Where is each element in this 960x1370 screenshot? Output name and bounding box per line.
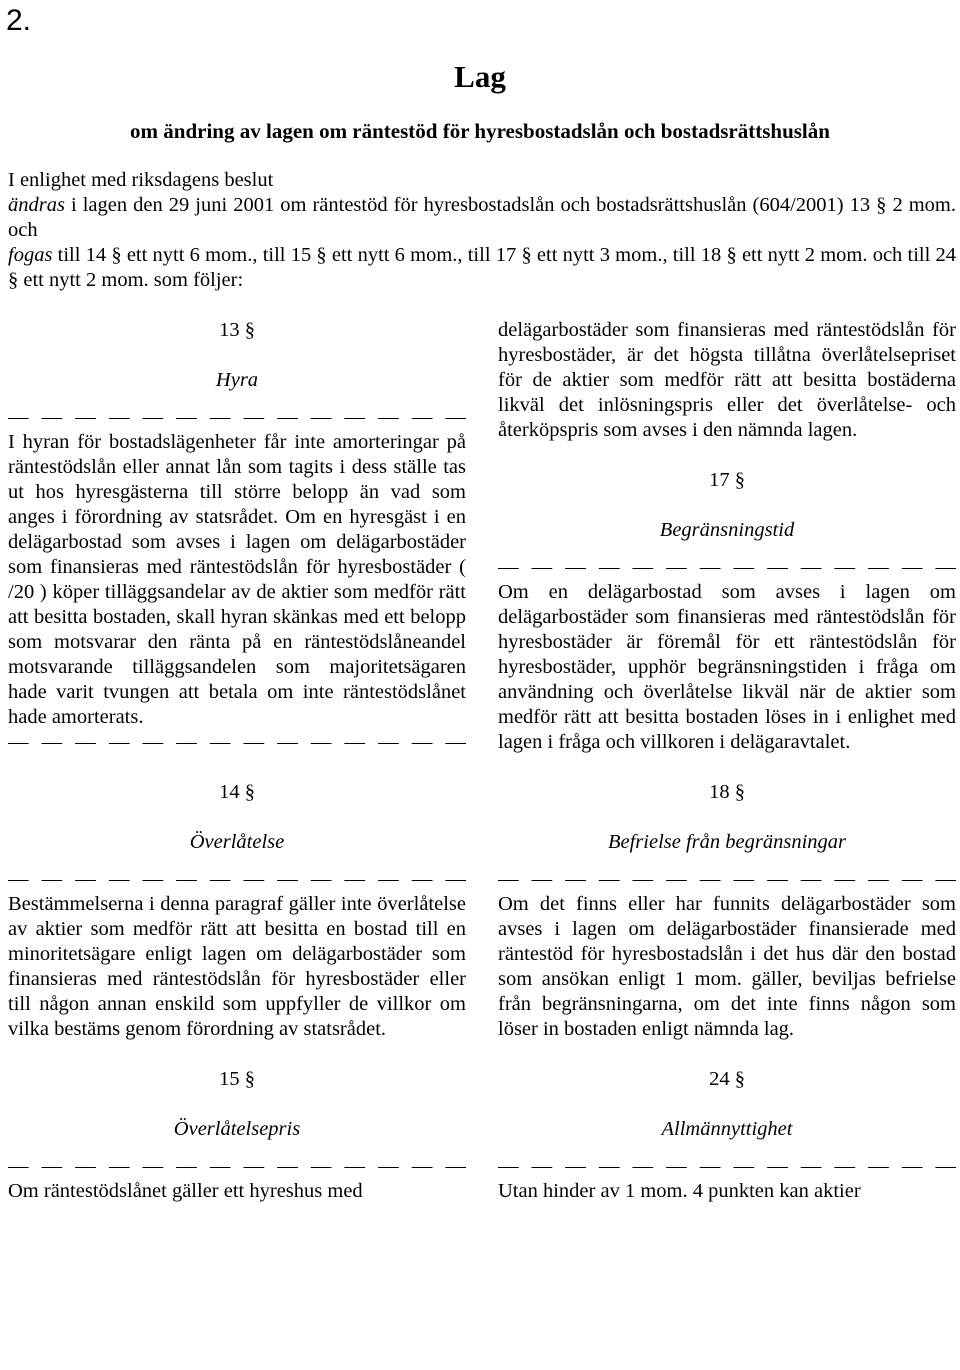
omission-dashes: — — — — — — — — — — — — — — [498,868,956,890]
section-15-text: Om räntestödslånet gäller ett hyreshus med [8,1180,363,1202]
section-15-number: 15 § [219,1068,255,1090]
continued-text: delägarbostäder som finansieras med räntestödslån för hyresbostäder, är det högsta tillåtna överlåtelsepriset för de aktier som medför rätt att besitta bostäderna likväl det inlösningspris eller det överlåtelse- och återköpspris som avses i den nämnda lagen. [498,319,956,441]
section-24-heading: Allmännyttighet [661,1118,793,1140]
fogas-word: fogas [8,244,53,266]
section-18-text: Om det finns eller har funnits delägarbostäder som avses i lagen om delägarbostäder finansierade med räntestöd för hyresbostadslån i det hus där den bostad som ansökan enligt 1 mom. gäller, beviljas befrielse från begränsningarna, om det inte finns någon som löser in bostaden enligt nämnda lag. [498,893,956,1040]
andras-text: i lagen den 29 juni 2001 om räntestöd för hyresbostadslån och bostadsrättshuslån (604/2001) 13 § 2 mom. och [8,194,956,241]
intro-block [8,168,956,293]
section-17-number: 17 § [709,469,745,491]
section-13-number: 13 § [219,319,255,341]
section-18-heading: Befrielse från begränsningar [607,831,846,853]
omission-dashes: — — — — — — — — — — — — — — [8,868,466,890]
omission-dashes: — — — — — — — — — — — — — — [8,731,466,753]
omission-dashes: — — — — — — — — — — — — — — [8,406,466,428]
section-14-number: 14 § [219,781,255,803]
section-13-text: I hyran för bostadslägenheter får inte amorteringar på räntestödslån eller annat lån som tagits i dess ställe tas ut hos hyresgästerna till större belopp än vad som anges i förordning av statsrådet. Om en hyresgäst i en delägarbostad som avses i lagen om delägarbostäder som finansieras med räntestödslån för hyresbostäder ( /20 ) köper tilläggsandelar av de aktier som medför rätt att besitta bostaden, skall hyran skänkas med ett belopp som motsvarar den ränta på en räntestödslåneandel motsvarande tilläggsandelen som majoritetsägaren hade varit tvungen att betala om inte räntestödslånet hade amorterats. [8,431,466,728]
intro-andras [8,193,956,243]
left-column [8,318,466,1204]
law-subtitle: om ändring av lagen om räntestöd för hyresbostadslån och bostadsrättshuslån [130,119,830,143]
section-24-number: 24 § [709,1068,745,1090]
section-13-heading: Hyra [215,369,259,391]
omission-dashes: — — — — — — — — — — — — — — [498,556,956,578]
omission-dashes: — — — — — — — — — — — — — — [498,1155,956,1177]
section-24-text: Utan hinder av 1 mom. 4 punkten kan aktier [498,1180,861,1202]
fogas-text: till 14 § ett nytt 6 mom., till 15 § ett nytt 6 mom., till 17 § ett nytt 3 mom., till 18 § ett nytt 2 mom. och till 24 § ett nytt 2 mom. som följer: [8,244,956,291]
section-14-heading: Överlåtelse [189,831,285,853]
section-15-heading: Överlåtelsepris [173,1118,301,1140]
andras-word: ändras [8,194,65,216]
intro-line-1: I enlighet med riksdagens beslut [8,169,274,191]
section-18-number: 18 § [709,781,745,803]
law-title: Lag [454,59,506,94]
section-14-text: Bestämmelserna i denna paragraf gäller inte överlåtelse av aktier som medför rätt att besitta en bostad till en minoritetsägare enligt lagen om delägarbostäder som finansieras med räntestödslån för hyresbostäder eller till någon annan enskild som uppfyller de villkor om vilka bestäms genom förordning av statsrådet. [8,893,466,1040]
intro-fogas [8,243,956,293]
section-17-text: Om en delägarbostad som avses i lagen om delägarbostäder som finansieras med räntestödslån för hyresbostäder är föremål för ett räntestödslån för hyresbostäder, upphör begränsningstiden i fråga om användning och överlåtelse likväl när de aktier som medför rätt att besitta bostaden löses in i enlighet med lagen i fråga och villkoren i delägaravtalet. [498,581,956,753]
right-column [498,318,956,1204]
section-17-heading: Begränsningstid [659,519,795,541]
omission-dashes: — — — — — — — — — — — — — — [8,1155,466,1177]
page-number: 2. [6,4,32,37]
